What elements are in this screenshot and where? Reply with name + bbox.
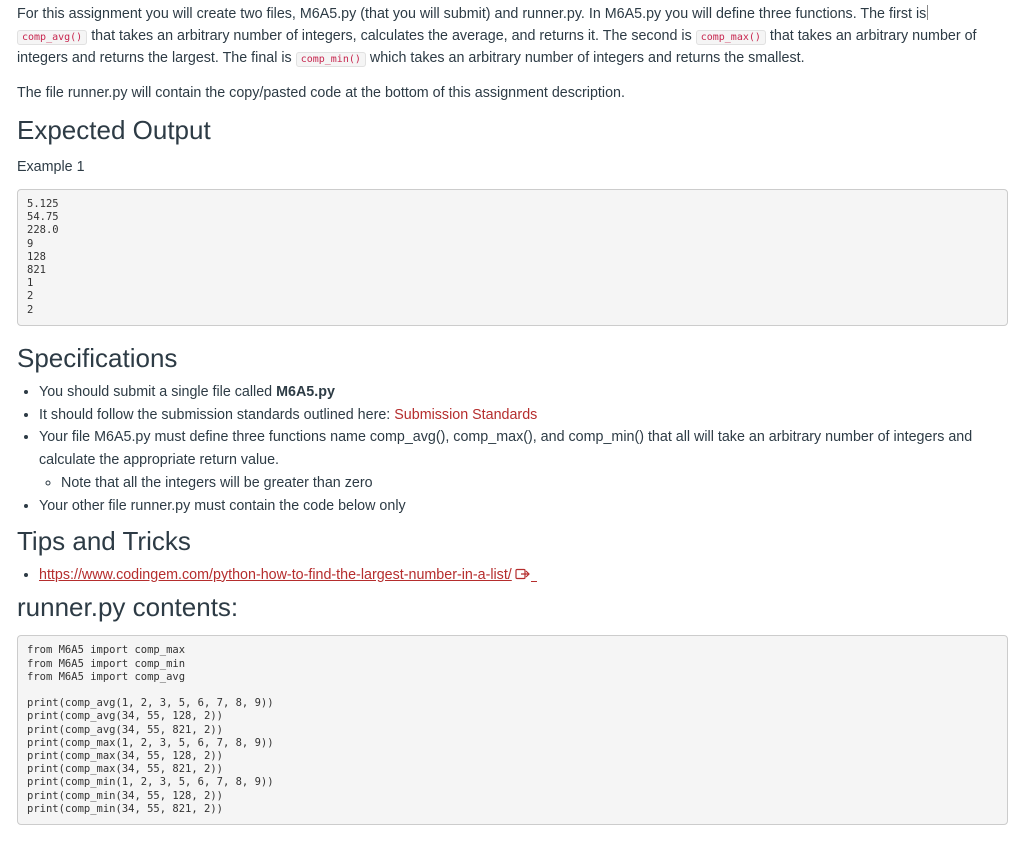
tips-heading: Tips and Tricks xyxy=(17,525,191,556)
output-line: 54.75 xyxy=(27,211,59,224)
specifications-list xyxy=(17,381,1008,518)
tips-list xyxy=(17,564,1008,587)
expected-output-block xyxy=(17,189,1008,326)
output-line: 1 xyxy=(27,277,34,290)
code-comp-max: comp_max() xyxy=(696,30,766,45)
spec-item-standards xyxy=(39,404,1008,427)
submission-standards-link[interactable]: Submission Standards xyxy=(394,406,538,423)
text-cursor xyxy=(927,5,928,20)
tips-item xyxy=(39,564,1008,587)
intro-paragraph xyxy=(17,4,1008,71)
output-line: 2 xyxy=(27,290,34,303)
codingem-link[interactable]: https://www.codingem.com/python-how-to-find-the-largest-number-in-a-list/ xyxy=(39,566,512,583)
runner-contents-heading: runner.py contents: xyxy=(17,592,239,623)
example-label: Example 1 xyxy=(17,159,85,175)
specifications-heading: Specifications xyxy=(17,342,178,373)
output-line: 128 xyxy=(27,250,46,263)
intro-text-4: which takes an arbitrary number of integers and returns the smallest. xyxy=(365,50,805,66)
spec-item-1-text: You should submit a single file called xyxy=(39,383,277,400)
runner-code-block: from M6A5 import comp_max from M6A5 import comp_min from M6A5 import comp_avg print(comp_avg(1, 2, 3, 5, 6, 7, 8, 9)) print(comp_avg(34, 55, 128, 2)) print(comp_avg(34, 55, 821, 2)) print(comp_max(1, 2, 3, 5, 6, 7, 8, 9)) print(comp_max(34, 55, 128, 2)) print(comp_max(34, 55, 821, 2)) print(comp_min(1, 2, 3, 5, 6, 7, 8, 9)) print(comp_min(34, 55, 128, 2)) print(comp_min(34, 55, 821, 2)) xyxy=(17,635,1008,825)
intro-text-2: that takes an arbitrary number of integers, calculates the average, and returns it. The second is xyxy=(87,27,696,44)
runner-description: The file runner.py will contain the copy/pasted code at the bottom of this assignment description. xyxy=(17,84,625,101)
spec-item-runner: • Your other file runner.py must contain the code below only xyxy=(39,495,1008,518)
code-comp-min: comp_min() xyxy=(296,52,366,67)
output-line: 5.125 xyxy=(27,198,59,210)
output-line: 2 xyxy=(27,303,34,316)
expected-output-heading: Expected Output xyxy=(17,115,211,145)
output-line: 9 xyxy=(27,237,34,250)
intro-text-3: that takes an arbitrary number of integers and returns the largest. The final is xyxy=(17,27,977,66)
spec-item-functions xyxy=(39,426,1008,494)
spec-item-1-filename: M6A5.py xyxy=(276,383,335,400)
link-underline-tail xyxy=(531,581,537,582)
spec-subitem-greater-than-zero: ◦ Note that all the integers will be greater than zero xyxy=(61,472,1008,495)
output-line: 821 xyxy=(27,264,46,277)
output-line: 228.0 xyxy=(27,224,59,237)
spec-sub-list xyxy=(39,472,1008,495)
spec-item-2-text: It should follow the submission standards outlined here: xyxy=(39,406,395,423)
code-comp-avg: comp_avg() xyxy=(17,30,87,45)
intro-text-1: For this assignment you will create two files, M6A5.py (that you will submit) and runner.py. In M6A5.py you will define three functions. The first is xyxy=(17,6,927,22)
spec-item-3-text: Your file M6A5.py must define three functions name comp_avg(), comp_max(), and comp_min() that all will take an arbitrary number of integers and calculate the appropriate return value. xyxy=(39,429,973,469)
external-link-icon[interactable] xyxy=(515,567,531,581)
spec-item-submit-file xyxy=(39,381,1008,404)
